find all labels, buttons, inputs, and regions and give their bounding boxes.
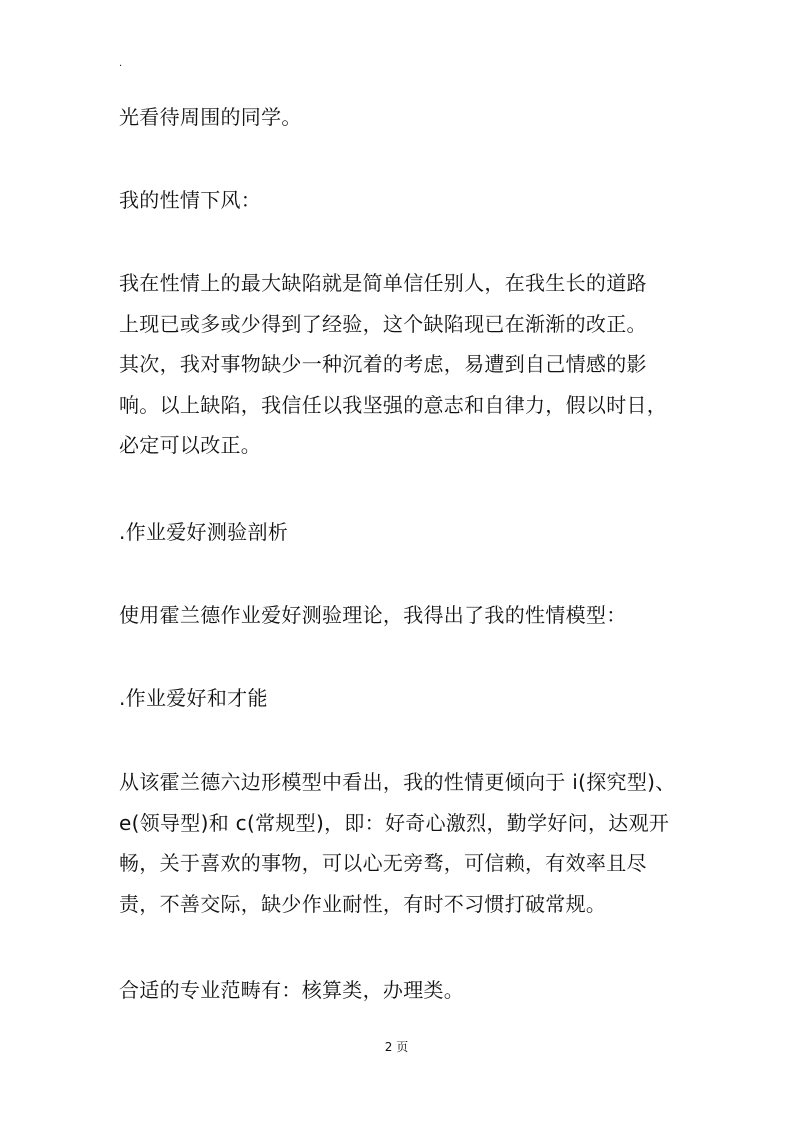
text-line: 光看待周围的同学。 <box>119 105 302 129</box>
text-line: 畅，关于喜欢的事物，可以心无旁骛，可信赖，有效率且尽 <box>119 851 647 875</box>
section-heading-interest-analysis <box>119 512 699 553</box>
text-line: 上现已或多或少得到了经验，这个缺陷现已在渐渐的改正。 <box>119 311 647 336</box>
paragraph-holland-theory <box>119 595 699 636</box>
text-line: .作业爱好和才能 <box>119 686 268 710</box>
paragraph-weaknesses <box>119 263 699 466</box>
text-line: 从该霍兰德六边形模型中看出，我的性情更倾向于 i(探究型)、 <box>119 770 676 794</box>
paragraph-holland-model <box>119 762 699 924</box>
text-line: 响。以上缺陷，我信任以我坚强的意志和自律力，假以时日， <box>119 392 668 417</box>
text-line: 必定可以改正。 <box>119 433 262 457</box>
text-line: 其次，我对事物缺少一种沉着的考虑，易遭到自己情感的影 <box>119 352 647 376</box>
section-heading-weaknesses <box>119 180 699 221</box>
paragraph-suitable-fields <box>119 970 699 1011</box>
text-line: 我的性情下风： <box>119 188 262 212</box>
text-line: 使用霍兰德作业爱好测验理论，我得出了我的性情模型： <box>119 603 627 627</box>
header-mark: . <box>119 58 123 69</box>
page-number: 2 页 <box>384 1040 409 1054</box>
text-line: .作业爱好测验剖析 <box>119 520 289 544</box>
text-line: e(领导型)和 c(常规型)，即：好奇心激烈，勤学好问，达观开 <box>119 810 670 835</box>
section-heading-interest-ability <box>119 678 699 719</box>
paragraph-1 <box>119 97 699 138</box>
text-line: 合适的专业范畴有：核算类，办理类。 <box>119 978 465 1002</box>
text-line: 责，不善交际，缺少作业耐性，有时不习惯打破常规。 <box>119 891 607 916</box>
text-line: 我在性情上的最大缺陷就是简单信任别人，在我生长的道路 <box>119 271 647 295</box>
